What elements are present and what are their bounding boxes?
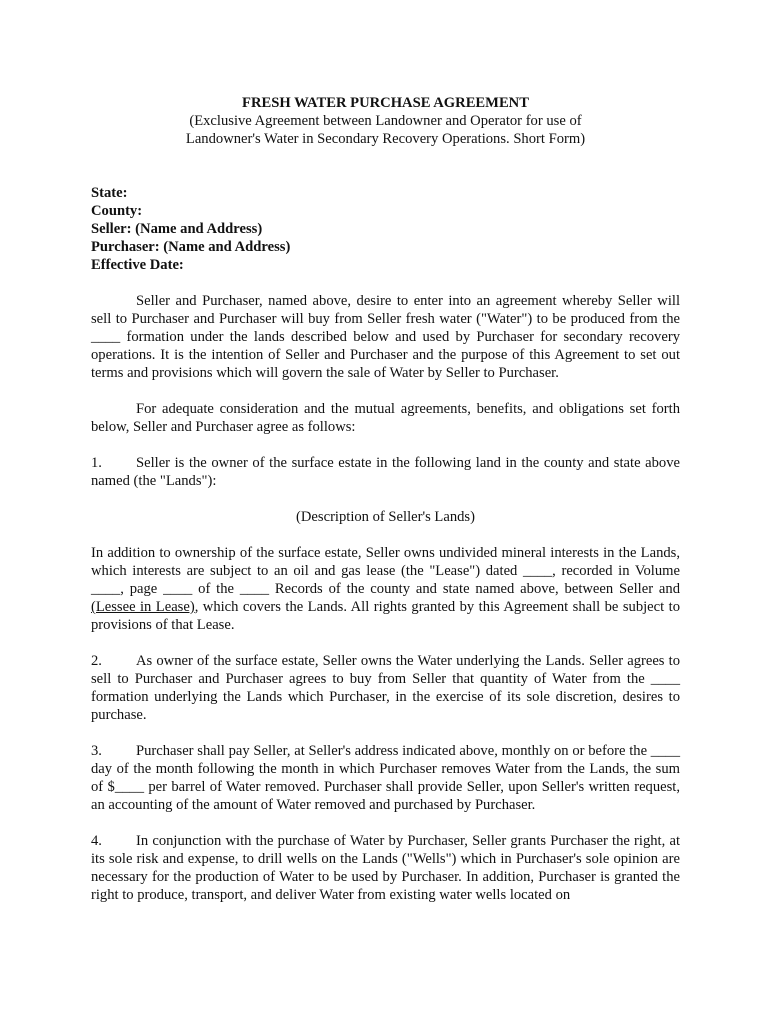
document-title: FRESH WATER PURCHASE AGREEMENT xyxy=(242,95,529,111)
section-4-number: 4. xyxy=(91,833,102,849)
mineral-paragraph-part2: , which covers the Lands. All rights granted by this Agreement shall be subject to provisions of that Lease. xyxy=(91,599,680,633)
intro-paragraph: Seller and Purchaser, named above, desire to enter into an agreement whereby Seller will sell to Purchaser and Purchaser will buy from Seller fresh water ("Water") to be produced from the ____ formation under the lands described below and used by Purchaser for secondary recovery operations. It is the intention of Seller and Purchaser and the purpose of this Agreement to set out terms and provisions which will govern the sale of Water by Seller to Purchaser. xyxy=(91,293,680,381)
document-body xyxy=(91,94,680,904)
lands-description: (Description of Seller's Lands) xyxy=(296,509,475,525)
header-fields xyxy=(91,184,680,274)
document-subtitle-line1: (Exclusive Agreement between Landowner and Operator for use of xyxy=(189,113,582,129)
section-4 xyxy=(91,832,680,904)
field-purchaser: Purchaser: (Name and Address) xyxy=(91,239,291,255)
section-1-number: 1. xyxy=(91,455,102,471)
mineral-paragraph-part1: In addition to ownership of the surface estate, Seller owns undivided mineral interests in the Lands, which interests are subject to an oil and gas lease (the "Lease") dated ____, recorded in Volume ____, page ____ of the ____ Records of the county and state named above, between Seller and xyxy=(91,545,680,597)
consideration-paragraph: For adequate consideration and the mutual agreements, benefits, and obligations set forth below, Seller and Purchaser agree as follows: xyxy=(91,401,680,435)
document-subtitle-line2: Landowner's Water in Secondary Recovery Operations. Short Form) xyxy=(185,131,586,147)
field-effective-date: Effective Date: xyxy=(91,257,184,273)
field-county: County: xyxy=(91,203,143,219)
section-1 xyxy=(91,454,680,490)
section-3-number: 3. xyxy=(91,743,102,759)
mineral-paragraph xyxy=(91,544,680,634)
field-seller: Seller: (Name and Address) xyxy=(91,221,263,237)
lessee-placeholder: (Lessee in Lease) xyxy=(91,599,195,615)
section-2-number: 2. xyxy=(91,653,102,669)
section-2 xyxy=(91,652,680,724)
section-4-text: In conjunction with the purchase of Water by Purchaser, Seller grants Purchaser the right, at its sole risk and expense, to drill wells on the Lands ("Wells") which in Purchaser's sole opinion are necessary for the production of Water to be used by Purchaser. In addition, Purchaser is granted the right to produce, transport, and deliver Water from existing water wells located on xyxy=(91,833,680,903)
title-block xyxy=(91,94,680,148)
section-1-text: Seller is the owner of the surface estate in the following land in the county and state above named (the "Lands"): xyxy=(91,455,680,489)
section-3-text: Purchaser shall pay Seller, at Seller's address indicated above, monthly on or before the ____ day of the month following the month in which Purchaser removes Water from the Lands, the sum of $____ per barrel of Water removed. Purchaser shall provide Seller, upon Seller's written request, an accounting of the amount of Water removed and purchased by Purchaser. xyxy=(91,743,680,813)
field-state: State: xyxy=(91,185,128,201)
section-3 xyxy=(91,742,680,814)
section-2-text: As owner of the surface estate, Seller owns the Water underlying the Lands. Seller agrees to sell to Purchaser and Purchaser agrees to buy from Seller that quantity of Water from the ____ formation underlying the Lands which Purchaser, in the exercise of its sole discretion, desires to purchase. xyxy=(91,653,680,723)
